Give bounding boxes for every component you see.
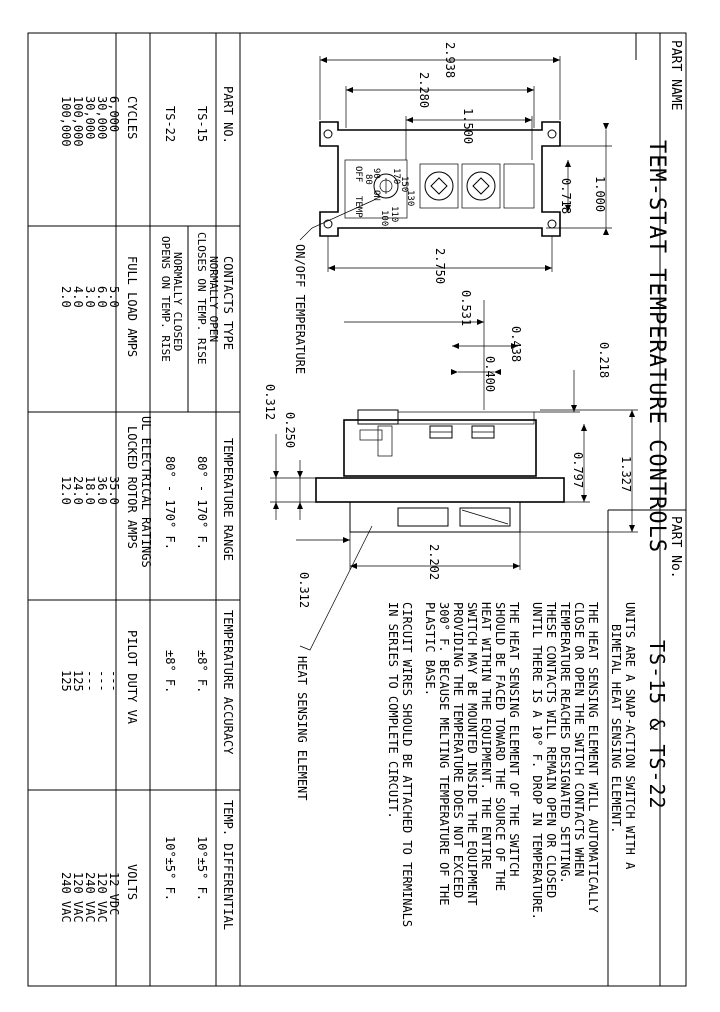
part-name-label: PART NAME: [668, 40, 683, 111]
ratings-cell: 30,000: [83, 96, 97, 140]
ratings-cell: 36.0: [95, 476, 109, 505]
note-line: PROVIDING THE TEMPERATURE DOES NOT EXCEED: [451, 602, 465, 899]
ratings-cell: 125: [71, 670, 85, 692]
part-no-label: PART No.: [668, 516, 683, 579]
mounting-hole-left-bottom: [324, 220, 332, 228]
dim-1500-label: 1.500: [461, 108, 475, 145]
dial-label-150: 150: [399, 176, 409, 193]
dim-2750-label: 2.750: [433, 248, 447, 285]
dim-2938-label: 2.938: [443, 42, 457, 79]
ratings-cell: 125: [59, 670, 73, 692]
dim-0312a-label: 0.312: [263, 384, 277, 421]
dim-0797: [540, 424, 590, 502]
note-line: THESE CONTACTS WILL REMAIN OPEN OR CLOSED: [544, 602, 558, 899]
ratings-cell: 240 VAC: [59, 872, 73, 923]
dim-0797-label: 0.797: [571, 452, 585, 489]
row2-contacts-2: OPENS ON TEMP. RISE: [159, 236, 172, 362]
dim-0250: [283, 412, 303, 520]
header-temperature-accuracy: TEMPERATURE ACCURACY: [221, 610, 235, 755]
note-line: HEAT WITHIN THE EQUIPMENT. THE ENTIRE: [479, 602, 493, 870]
header-part-no: PART NO.: [221, 86, 235, 144]
dial-label-80: 80: [363, 174, 373, 185]
ratings-cell: 30,000: [95, 96, 109, 140]
header-pilot-duty-va: PILOT DUTY VA: [125, 630, 139, 724]
switch-top-view: [293, 42, 612, 374]
note-line: SHOULD BE FACED TOWARD THE SOURCE OF THE: [493, 602, 507, 891]
ratings-cell: 100,000: [59, 96, 73, 147]
header-cycles: CYCLES: [125, 96, 139, 140]
dial-temp-label: TEMP: [353, 196, 363, 218]
row1-part: TS-15: [195, 106, 209, 143]
ratings-cell: 12.0: [59, 476, 73, 505]
terminal-screw-2: [462, 164, 500, 208]
ratings-cell: 5.0: [107, 286, 121, 308]
note-line: IN SERIES TO COMPLETE CIRCUIT.: [386, 602, 400, 819]
ratings-title: UL ELECTRICAL RATINGS: [139, 416, 153, 568]
dim-2938: [320, 42, 560, 120]
dial-label-130: 130: [405, 190, 415, 207]
ratings-cell: 3.0: [83, 286, 97, 308]
terminal-screw-1: [420, 164, 458, 208]
ratings-table: [28, 96, 153, 923]
dial-on-label: ON: [371, 190, 381, 201]
mounting-hole-right-top: [548, 130, 556, 138]
on-off-callout: [293, 200, 374, 374]
note-line: UNTIL THERE IS A 10° F. DROP IN TEMPERATURE.: [530, 602, 544, 920]
dial-label-110: 110: [389, 206, 399, 223]
ratings-cell: 2.0: [59, 286, 73, 308]
note-line: PLASTIC BASE.: [423, 602, 437, 696]
mounting-hole-left-top: [324, 130, 332, 138]
ratings-cell: 12 VDC: [107, 872, 121, 916]
switch-base: [344, 420, 536, 476]
header-volts: VOLTS: [125, 864, 139, 901]
note-line: SWITCH MAY BE MOUNTED INSIDE THE EQUIPMENT: [465, 602, 479, 906]
ratings-cell: 24.0: [71, 476, 85, 505]
dim-2750: [328, 236, 552, 284]
side-screw-1: [430, 426, 452, 438]
ratings-cell: ---: [107, 670, 121, 692]
dial-label-100: 100: [379, 210, 389, 227]
dim-0312a: [263, 384, 316, 520]
dim-2202-label: 2.202: [427, 544, 441, 581]
part-name: TEM-STAT TEMPERATURE CONTROLS: [644, 140, 669, 554]
dim-0218-label: 0.218: [597, 342, 611, 379]
row2-differential: 10°±5° F.: [163, 836, 177, 902]
header-temp-differential: TEMP. DIFFERENTIAL: [221, 800, 235, 931]
note-line: BIMETAL HEAT SENSING ELEMENT.: [609, 624, 623, 834]
dim-2280: [346, 72, 534, 128]
dim-1500: [406, 108, 532, 160]
dial-scale: [353, 166, 415, 226]
dim-0531-label: 0.531: [459, 290, 473, 327]
dim-0718-label: 0.718: [559, 178, 573, 215]
on-off-label: ON/OFF TEMPERATURE: [293, 244, 307, 375]
ratings-cell: 4.0: [71, 286, 85, 308]
note-line: TEMPERATURE REACHES DESIGNATED SETTING.: [558, 602, 572, 884]
ratings-cell: 18.0: [83, 476, 97, 505]
dim-0312b: [296, 537, 350, 608]
header-temperature-range: TEMPERATURE RANGE: [221, 438, 235, 561]
dial-off-label: OFF: [353, 166, 363, 183]
ratings-cell: 100,000: [71, 96, 85, 147]
mounting-flange: [316, 478, 564, 502]
dial-label-170: 170: [391, 168, 401, 185]
part-no: TS-15 & TS-22: [645, 640, 669, 810]
note-line: 300° F. BECAUSE MELTING TEMPERATURE OF THE: [437, 602, 451, 906]
ratings-cell: 240 VAC: [83, 872, 97, 923]
dim-0218: [534, 342, 611, 412]
header-contacts-type: CONTACTS TYPE: [221, 256, 235, 350]
row1-accuracy: ±8° F.: [195, 650, 209, 694]
note-line: THE HEAT SENSING ELEMENT WILL AUTOMATICALLY: [586, 602, 600, 913]
mounting-hole-right-bottom: [548, 220, 556, 228]
notes-block: [386, 602, 637, 927]
row2-accuracy: ±8° F.: [163, 650, 177, 694]
row1-contacts-2: CLOSES ON TEMP. RISE: [195, 232, 208, 365]
heat-sensing-label: HEAT SENSING ELEMENT: [295, 656, 309, 801]
row1-contacts-1: NORMALLY OPEN: [207, 256, 220, 343]
note-line: CLOSE OR OPEN THE SWITCH CONTACTS WHEN: [572, 602, 586, 877]
header-full-load-amps: FULL LOAD AMPS: [125, 256, 139, 358]
row1-differential: 10°±5° F.: [195, 836, 209, 902]
dim-1000: [546, 123, 612, 235]
note-line: CIRCUIT WIRES SHOULD BE ATTACHED TO TERMINALS: [400, 602, 414, 928]
dim-0400: [451, 356, 501, 392]
dim-2202: [350, 532, 520, 580]
dim-0312b-label: 0.312: [297, 572, 311, 609]
dim-0718: [559, 160, 573, 214]
row1-range: 80° - 170° F.: [195, 456, 209, 550]
ratings-cell: 6,000: [107, 96, 121, 133]
ratings-cell: 120 VAC: [95, 872, 109, 923]
dim-1000-label: 1.000: [593, 176, 607, 213]
ratings-cell: 120 VAC: [71, 872, 85, 923]
ratings-cell: 35.0: [107, 476, 121, 505]
dim-0400-label: 0.400: [483, 356, 497, 393]
dim-2280-label: 2.280: [417, 72, 431, 109]
dial-label-90: 90: [371, 168, 381, 179]
title-block: [608, 33, 686, 986]
row2-part: TS-22: [163, 106, 177, 143]
ratings-cell: ---: [95, 670, 109, 692]
row2-range: 80° - 170° F.: [163, 456, 177, 550]
dim-0250-label: 0.250: [283, 412, 297, 449]
dim-1327-label: 1.327: [619, 456, 633, 493]
dim-0438-label: 0.438: [509, 326, 523, 363]
note-line: THE HEAT SENSING ELEMENT OF THE SWITCH: [507, 602, 521, 877]
heat-sensing-element: [350, 502, 520, 532]
ratings-cell: 6.0: [95, 286, 109, 308]
header-locked-rotor-amps: LOCKED ROTOR AMPS: [125, 426, 139, 549]
heat-sensing-callout: [295, 526, 372, 801]
ratings-cell: ---: [83, 670, 97, 692]
row2-contacts-1: NORMALLY CLOSED: [171, 252, 184, 352]
dim-0531: [344, 290, 484, 410]
side-screw-2: [472, 426, 494, 438]
note-line: UNITS ARE A SNAP-ACTION SWITCH WITH A: [623, 602, 637, 870]
